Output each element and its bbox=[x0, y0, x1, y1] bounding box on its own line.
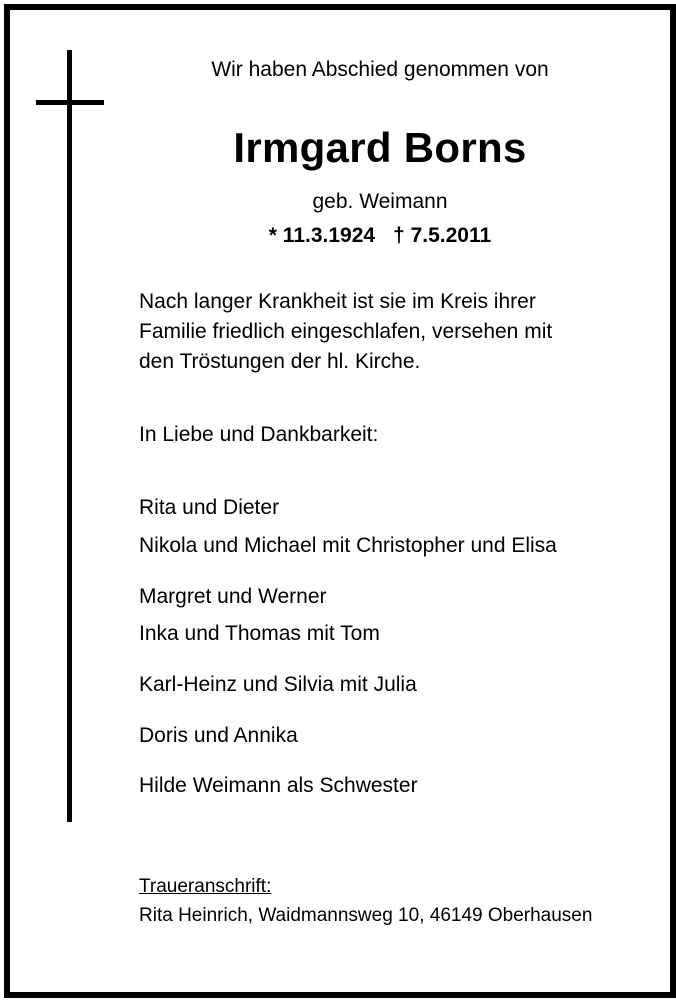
mourner-line: Inka und Thomas mit Tom bbox=[139, 622, 380, 645]
mourner-line: Doris und Annika bbox=[139, 724, 298, 747]
intro-text: Wir haben Abschied genommen von bbox=[211, 58, 549, 81]
life-dates bbox=[180, 224, 580, 248]
mourner-line: Karl-Heinz und Silvia mit Julia bbox=[139, 673, 417, 696]
notice-paragraph bbox=[139, 287, 552, 377]
thanks-line: In Liebe und Dankbarkeit: bbox=[139, 423, 379, 446]
birth-name: geb. Weimann bbox=[312, 190, 448, 213]
address-text: Rita Heinrich, Waidmannsweg 10, 46149 Oberhausen bbox=[139, 905, 593, 926]
mourner-line: Rita und Dieter bbox=[139, 496, 280, 519]
mourner-line: Hilde Weimann als Schwester bbox=[139, 774, 418, 797]
mourner-line: Margret und Werner bbox=[139, 585, 327, 608]
paragraph-line: den Tröstungen der hl. Kirche. bbox=[139, 350, 421, 373]
address-label: Traueranschrift: bbox=[139, 876, 272, 897]
paragraph-line: Familie friedlich eingeschlafen, versehen mit bbox=[139, 320, 553, 343]
deceased-name: Irmgard Borns bbox=[233, 124, 527, 171]
cross-horizontal-bar bbox=[36, 100, 104, 105]
cross-vertical-bar bbox=[67, 50, 72, 822]
birth-date: * 11.3.1924 bbox=[268, 224, 376, 247]
mourner-line: Nikola und Michael mit Christopher und Elisa bbox=[139, 534, 557, 557]
paragraph-line: Nach langer Krankheit ist sie im Kreis ihrer bbox=[139, 290, 536, 313]
death-date: † 7.5.2011 bbox=[393, 224, 492, 247]
